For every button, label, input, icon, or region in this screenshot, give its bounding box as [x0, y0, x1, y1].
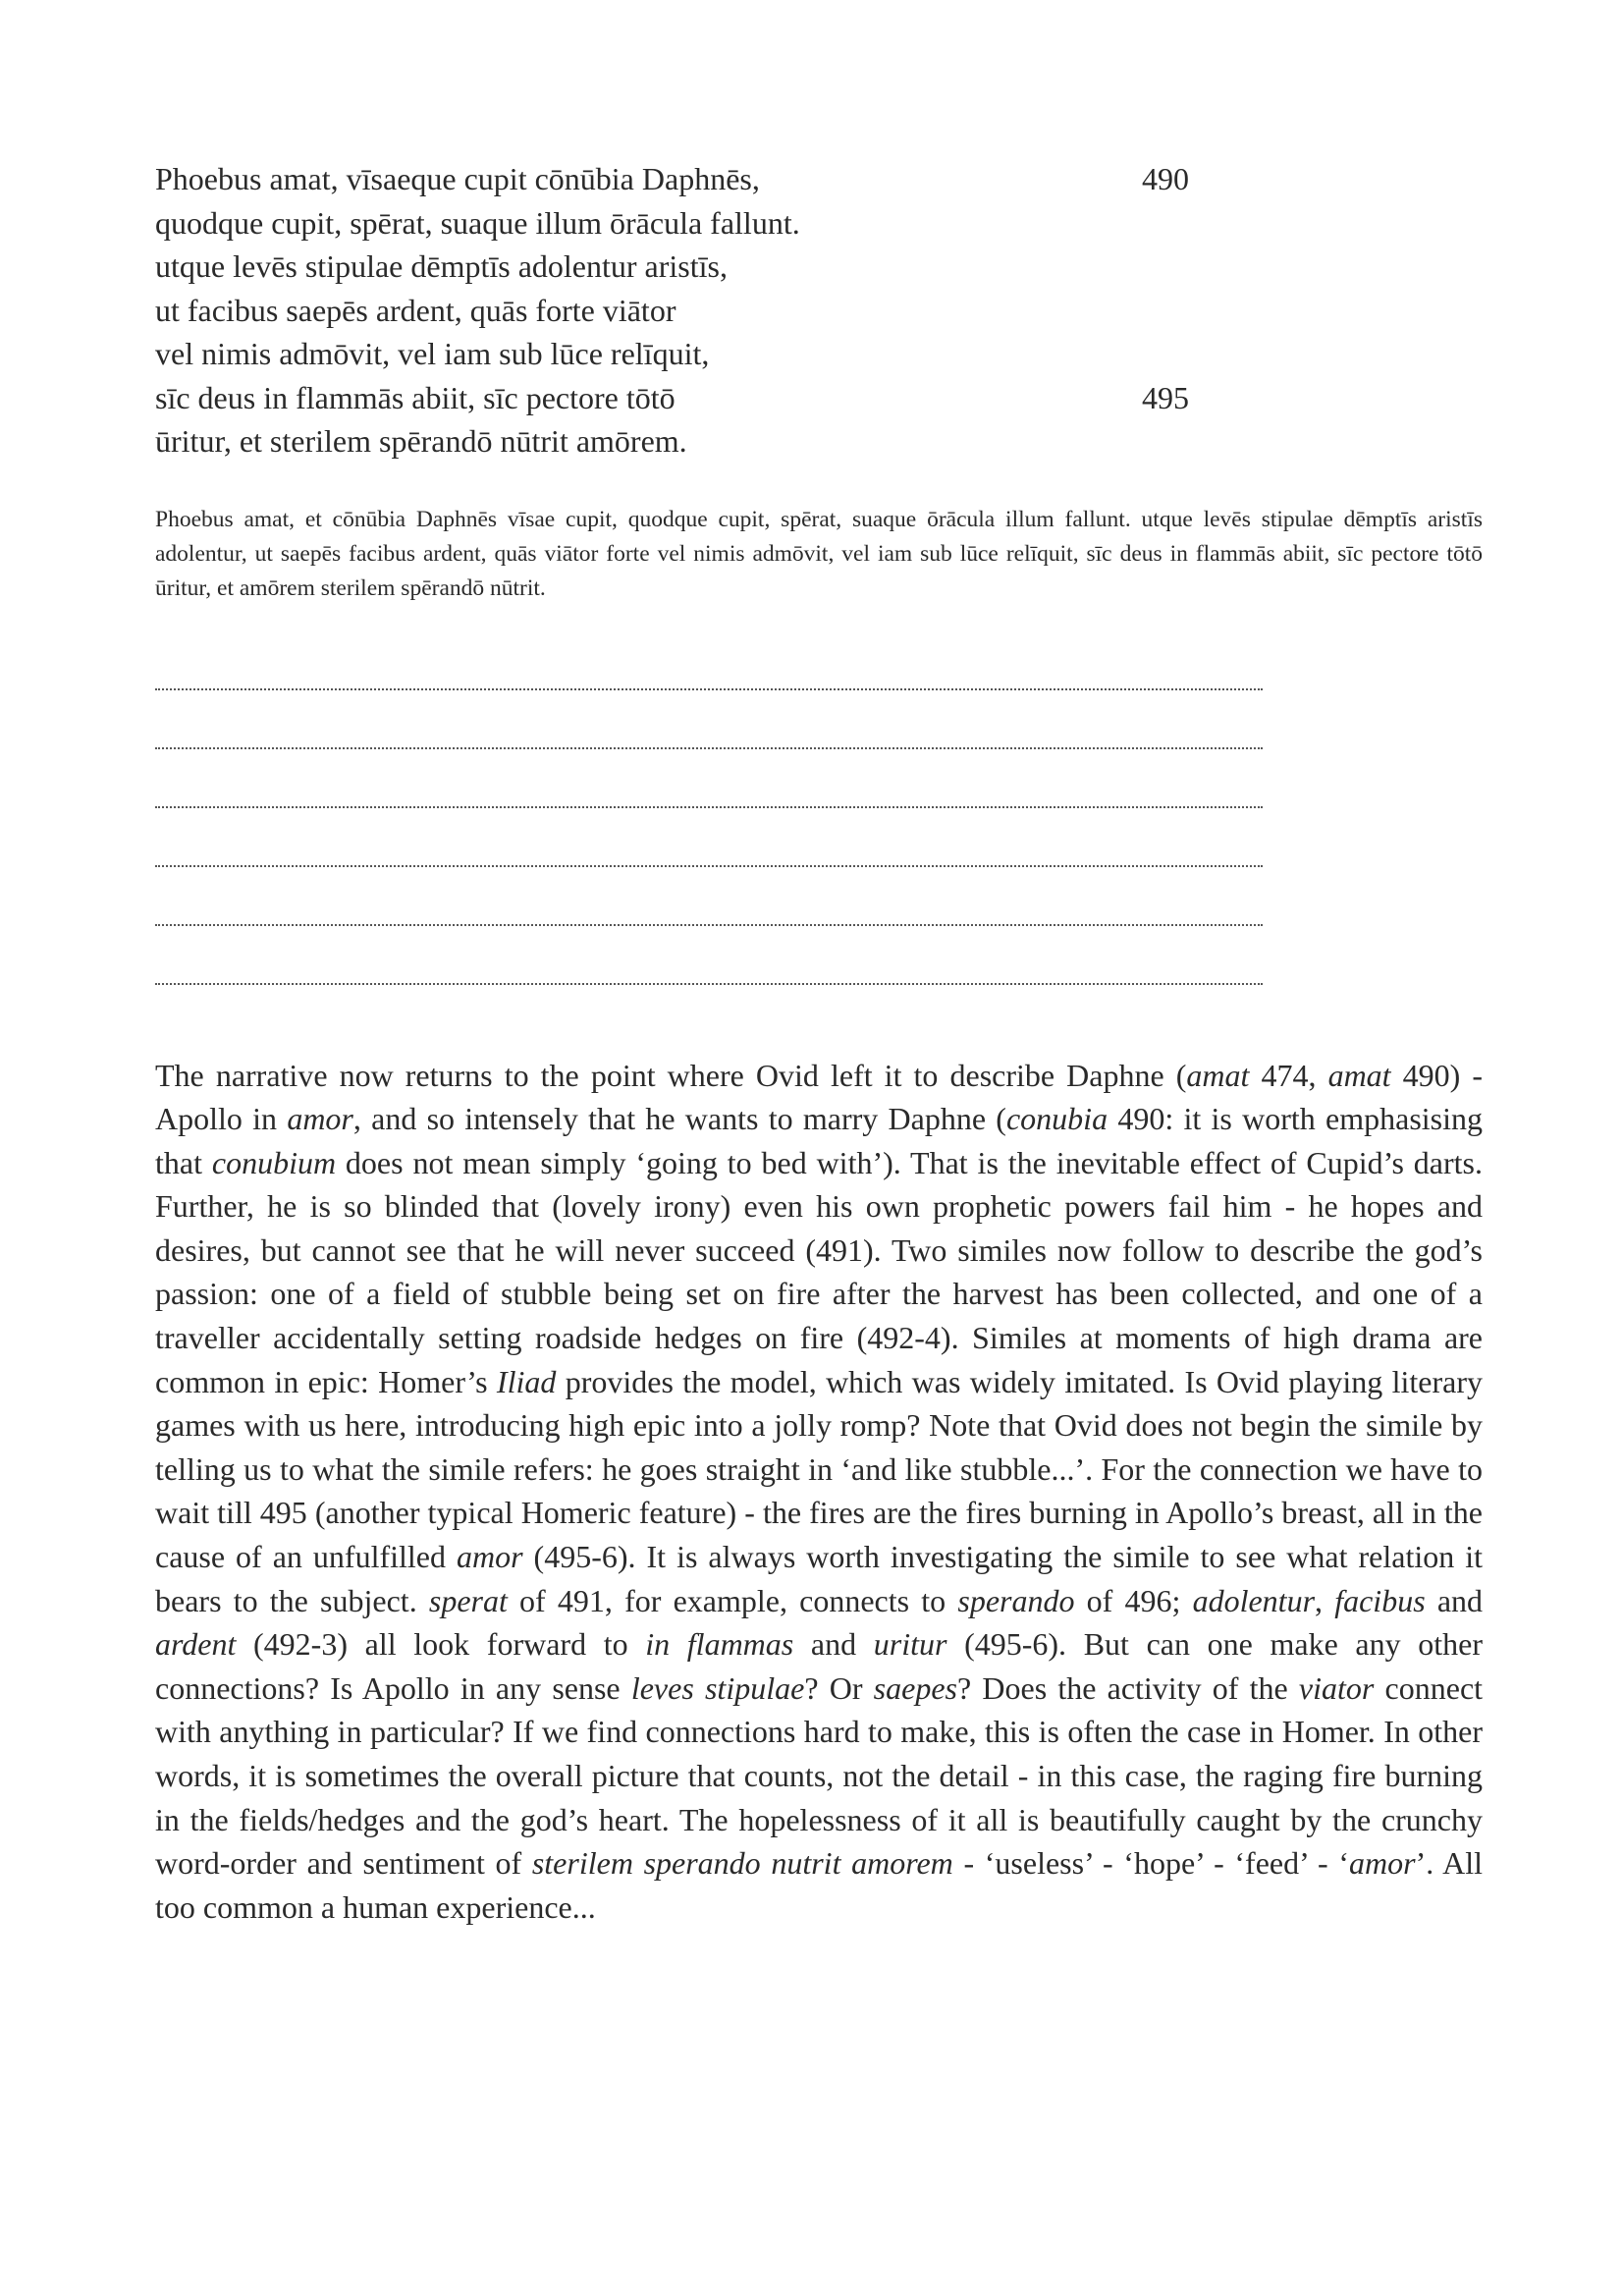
commentary-text: 490) - Apollo in [155, 1057, 1484, 1137]
italic-term: ardent [155, 1626, 237, 1663]
verse-line [155, 332, 1235, 376]
commentary-text: , [1315, 1582, 1335, 1618]
commentary-text: The narrative now returns to the point where Ovid left it to describe Daphne ( [155, 1057, 1187, 1093]
italic-term: amat [1186, 1057, 1250, 1093]
dotted-answer-line[interactable] [155, 702, 1263, 761]
verse-text: vel nimis admōvit, vel iam sub lūce relīquit, [155, 336, 710, 371]
italic-term: leves stipulae [630, 1669, 805, 1706]
commentary-text: of 496; [1074, 1582, 1193, 1618]
verse-line [155, 376, 1235, 420]
verse-text: ūritur, et sterilem spērandō nūtrit amōrem. [155, 423, 687, 459]
line-number: 490 [1142, 161, 1189, 196]
commentary-text: ’. All too common a human experience... [155, 1845, 1484, 1925]
commentary-paragraph [155, 1054, 1483, 1930]
italic-term: amat [1327, 1057, 1391, 1093]
commentary-text: 490: it is worth emphasising that [155, 1101, 1484, 1180]
commentary-text: provides the model, which was widely imitated. Is Ovid playing literary games with us here, introducing high epic into a jolly romp? Note that Ovid does not begin the simile by telling us to what the simile refers: he goes straight in ‘and like stubble...’. For the connection we have to wait till 495 (another typical Homeric feature) - the fires are the fires burning in Apollo’s breast, all in the cause of an unfulfilled [155, 1363, 1484, 1575]
italic-term: conubia [1005, 1101, 1108, 1137]
italic-term: sperat [428, 1582, 508, 1618]
italic-term: amor [1349, 1845, 1416, 1882]
verse-text: Phoebus amat, vīsaeque cupit cōnūbia Daphnēs, [155, 161, 760, 196]
dotted-answer-line[interactable] [155, 761, 1263, 820]
italic-term: conubium [211, 1144, 337, 1180]
commentary-text: (495-6). But can one make any other connections? Is Apollo in any sense [155, 1626, 1484, 1706]
verse-text: sīc deus in flammās abiit, sīc pectore tōtō [155, 379, 676, 415]
verse-line [155, 419, 1235, 464]
italic-term: amor [287, 1101, 353, 1137]
verse-line [155, 157, 1235, 201]
commentary-text: ? Or [804, 1669, 874, 1706]
commentary-text: (492-3) all look forward to [236, 1626, 646, 1663]
commentary-text: ? Does the activity of the [956, 1669, 1299, 1706]
dotted-answer-line[interactable] [155, 643, 1263, 702]
verse-text: ut facibus saepēs ardent, quās forte viātor [155, 292, 676, 328]
line-number: 495 [1142, 379, 1189, 415]
latin-verse-block [155, 157, 1235, 464]
italic-term: viator [1298, 1669, 1375, 1706]
italic-term: in flammas [645, 1626, 794, 1663]
italic-term: sterilem sperando nutrit amorem [531, 1845, 953, 1882]
page [155, 157, 1483, 1960]
commentary-text: (495-6). It is always worth investigating the simile to see what relation it bears to the subject. [155, 1539, 1484, 1618]
dotted-answer-line[interactable] [155, 938, 1263, 997]
verse-text: utque levēs stipulae dēmptīs adolentur aristīs, [155, 248, 728, 284]
italic-term: amor [457, 1539, 523, 1575]
translation-answer-lines[interactable] [155, 643, 1263, 997]
commentary-text: of 491, for example, connects to [507, 1582, 958, 1618]
verse-line [155, 245, 1235, 289]
italic-term: uritur [873, 1626, 947, 1663]
verse-text: quodque cupit, spērat, suaque illum ōrācula fallunt. [155, 204, 800, 241]
commentary-text: 474, [1249, 1057, 1328, 1093]
dotted-answer-line[interactable] [155, 879, 1263, 938]
italic-term: saepes [873, 1669, 957, 1706]
commentary-text: , and so intensely that he wants to marry Daphne ( [352, 1101, 1006, 1137]
commentary-text: connect with anything in particular? If we find connections hard to make, this is often the case in Homer. In other words, it is sometimes the overall picture that counts, not the detail - in this case, the raging fire burning in the fields/hedges and the god’s heart. The hopelessness of it all is beautifully caught by the crunchy word-order and sentiment of [155, 1669, 1484, 1882]
prose-order-text: Phoebus amat, et cōnūbia Daphnēs vīsae cupit, quodque cupit, spērat, suaque ōrācula illum fallunt. utque levēs stipulae dēmptīs aristīs adolentur, ut saepēs facibus ardent, quās viātor forte vel nimis admōvit, vel iam sub lūce relīquit, sīc deus in flammās abiit, sīc pectore tōtō ūritur, et amōrem sterilem spērandō nūtrit. [155, 506, 1483, 601]
commentary-text: and [1425, 1582, 1484, 1618]
dotted-answer-line[interactable] [155, 820, 1263, 879]
italic-term: facibus [1334, 1582, 1426, 1618]
verse-line [155, 289, 1235, 333]
verse-line [155, 201, 1235, 246]
commentary-text: does not mean simply ‘going to bed with’). That is the inevitable effect of Cupid’s darts. Further, he is so blinded that (lovely irony) even his own prophetic powers fail him - he hopes and desires, but cannot see that he will never succeed (491). Two similes now follow to describe the god’s passion: one of a field of stubble being set on fire after the harvest has been collected, and one of a traveller accidentally setting roadside hedges on fire (492-4). Similes at moments of high drama are common in epic: Homer’s [155, 1144, 1484, 1399]
italic-term: sperando [957, 1582, 1075, 1618]
commentary-text: and [793, 1626, 874, 1663]
commentary-text: - ‘useless’ - ‘hope’ - ‘feed’ - ‘ [952, 1845, 1350, 1882]
italic-term: Iliad [496, 1363, 557, 1399]
italic-term: adolentur [1192, 1582, 1316, 1618]
